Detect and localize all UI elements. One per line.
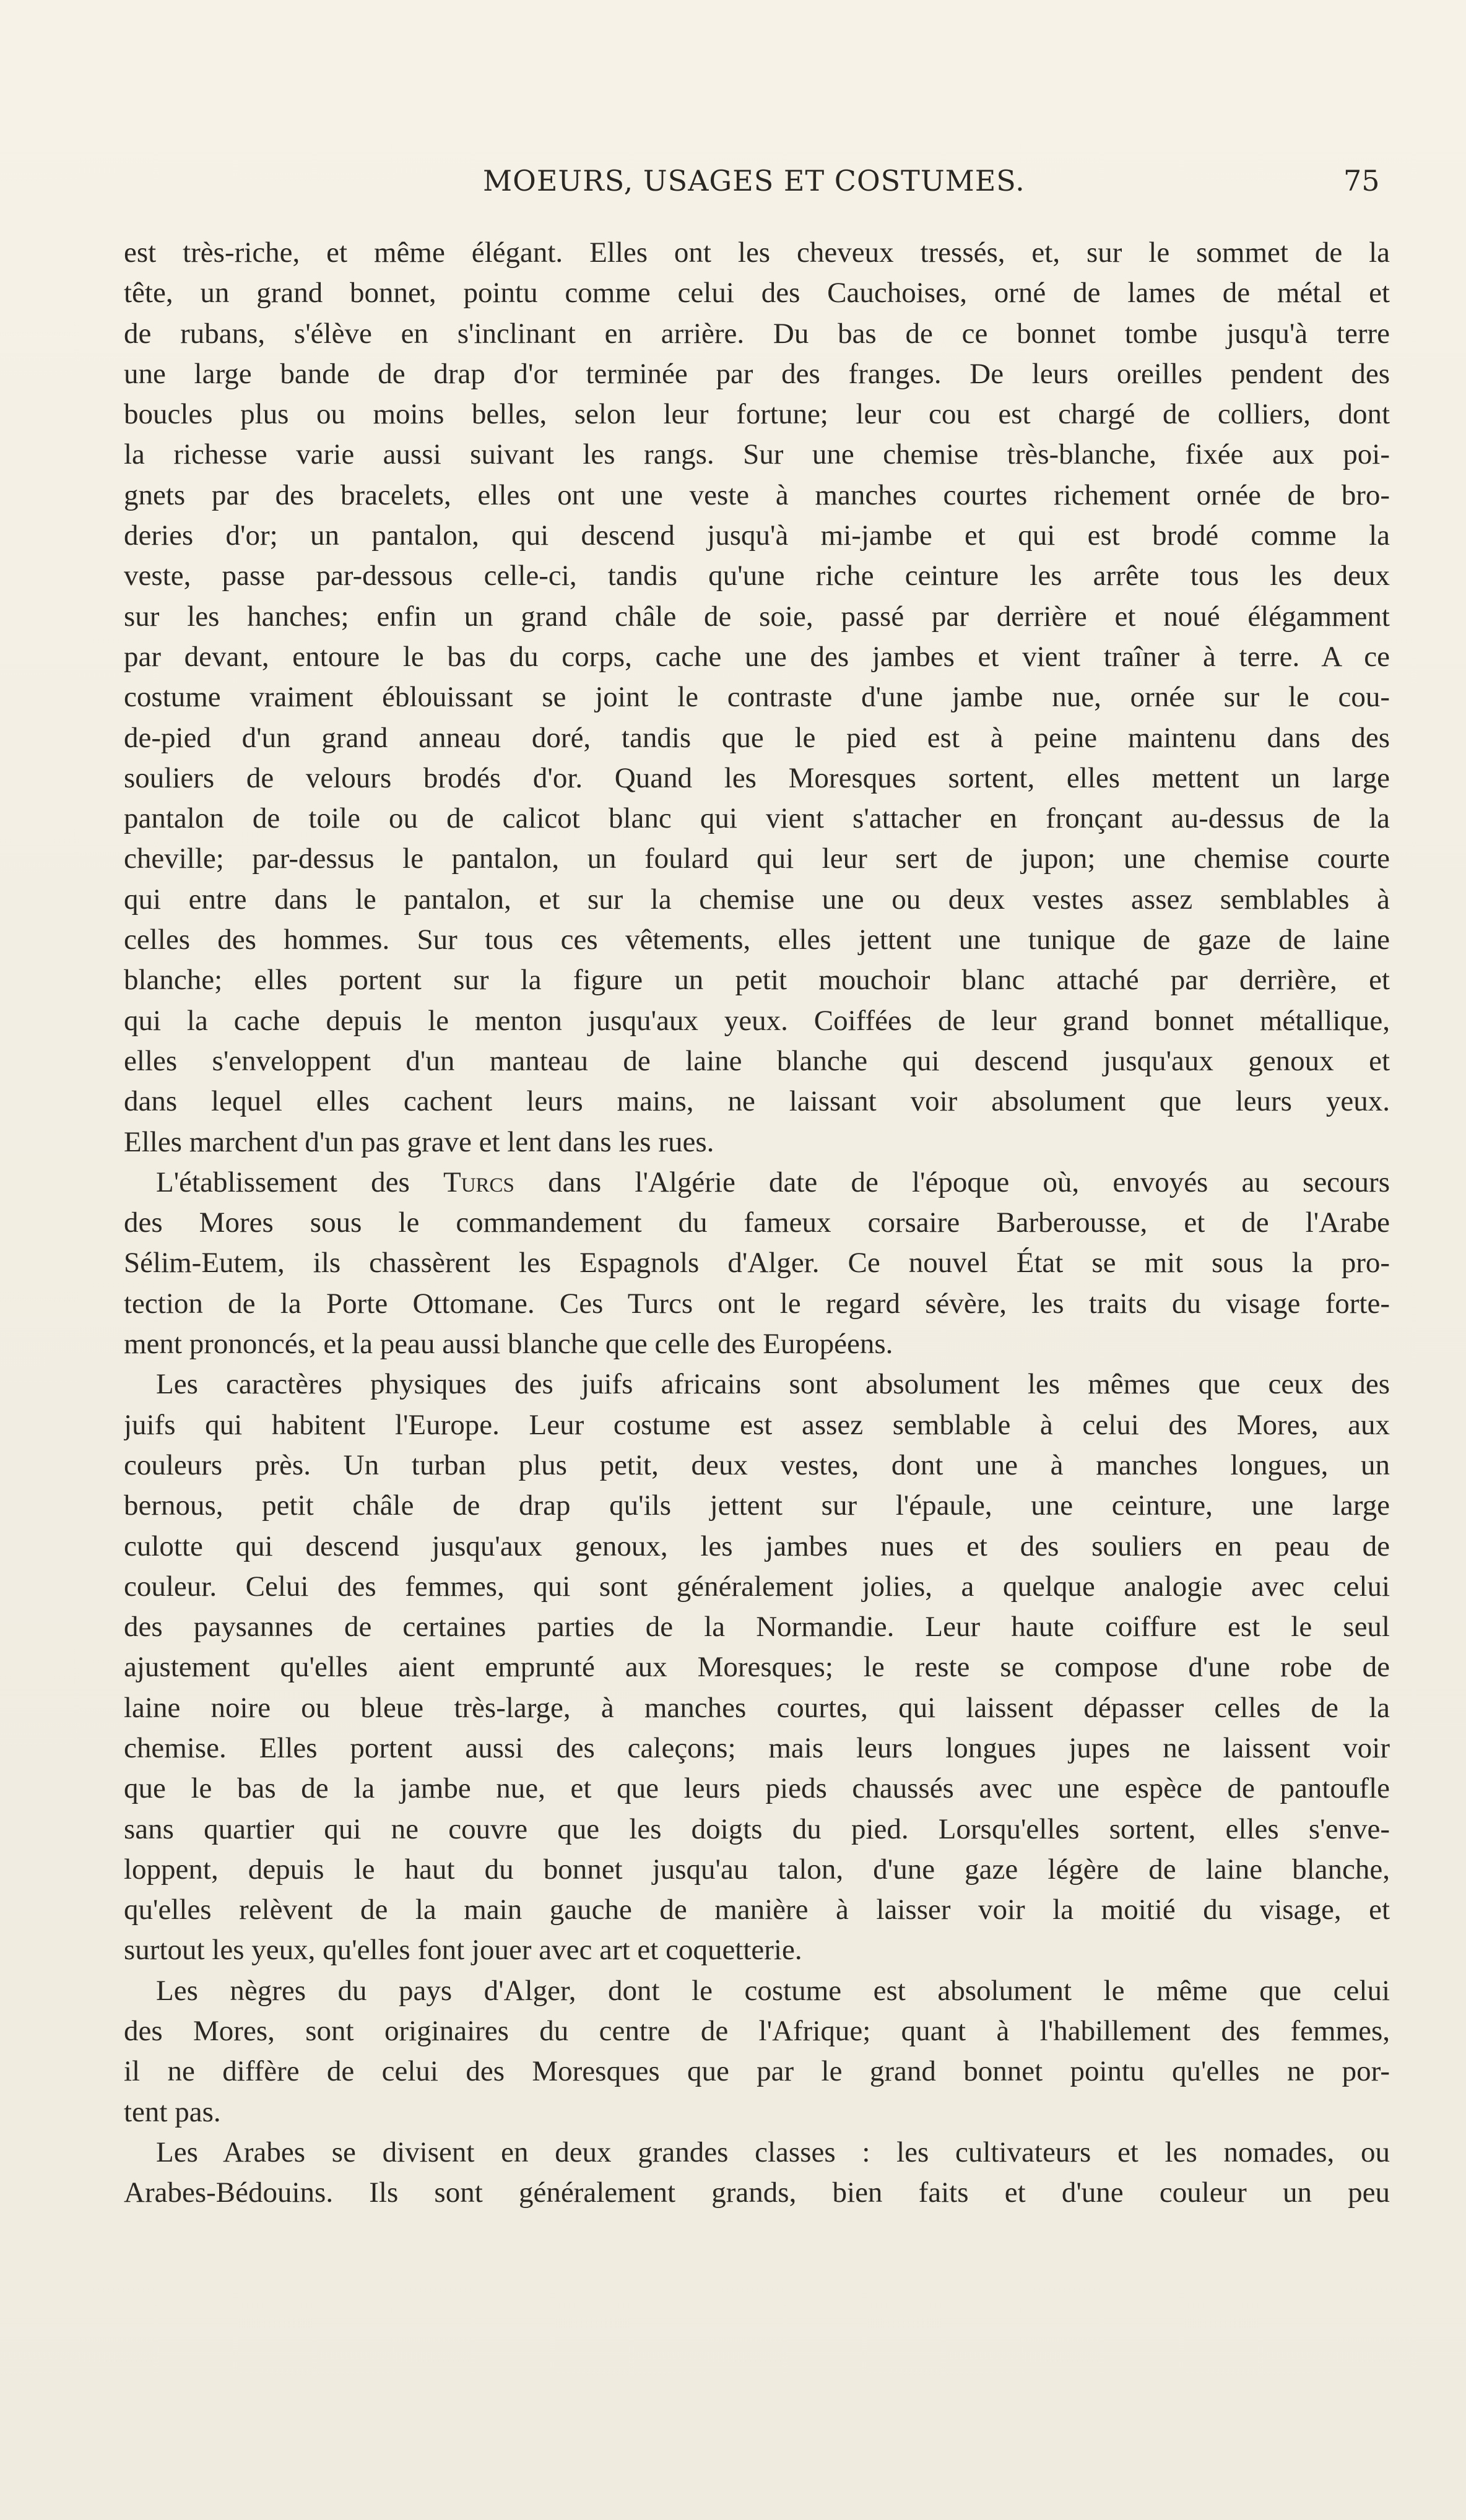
text-line: elles s'enveloppent d'un manteau de laine blanche qui descend jusqu'aux genoux et: [124, 1044, 1390, 1077]
text-line: sur les hanches; enfin un grand châle de soie, passé par derrière et noué élégamment: [124, 600, 1390, 633]
text-segment: L'établissement des: [156, 1166, 443, 1198]
text-segment: dans l'Algérie date de l'époque où, envoyés au secours: [514, 1166, 1390, 1198]
text-line: qui entre dans le pantalon, et sur la chemise une ou deux vestes assez semblables à: [124, 883, 1390, 916]
text-line: juifs qui habitent l'Europe. Leur costume est assez semblable à celui des Mores, aux: [124, 1408, 1390, 1441]
text-line: des Mores, sont originaires du centre de l'Afrique; quant à l'habillement des femmes,: [124, 2015, 1390, 2048]
text-line: veste, passe par-dessous celle-ci, tandis qu'une riche ceinture les arrête tous les deux: [124, 560, 1390, 592]
text-line: par devant, entoure le bas du corps, cache une des jambes et vient traîner à terre. A ce: [124, 640, 1390, 673]
text-line: de-pied d'un grand anneau doré, tandis que le pied est à peine maintenu dans des: [124, 721, 1390, 754]
text-line: des paysannes de certaines parties de la Normandie. Leur haute coiffure est le seul: [124, 1611, 1390, 1643]
text-line: ment prononcés, et la peau aussi blanche que celle des Européens.: [124, 1328, 893, 1361]
running-title: MOEURS, USAGES ET COSTUMES.: [483, 164, 1025, 197]
text-line: costume vraiment éblouissant se joint le contraste d'une jambe nue, ornée sur le cou-: [124, 681, 1390, 714]
text-line: bernous, petit châle de drap qu'ils jettent sur l'épaule, une ceinture, une large: [124, 1489, 1390, 1522]
text-line: Sélim-Eutem, ils chassèrent les Espagnols d'Alger. Ce nouvel État se mit sous la pro-: [124, 1247, 1390, 1279]
text-line: laine noire ou bleue très-large, à manches courtes, qui laissent dépasser celles de la: [124, 1691, 1390, 1724]
text-line: tent pas.: [124, 2095, 221, 2128]
text-line: couleurs près. Un turban plus petit, deux vestes, dont une à manches longues, un: [124, 1448, 1390, 1481]
text-line: de rubans, s'élève en s'inclinant en arrière. Du bas de ce bonnet tombe jusqu'à terre: [124, 317, 1390, 350]
text-line: Arabes-Bédouins. Ils sont généralement grands, bien faits et d'une couleur un peu: [124, 2176, 1390, 2209]
text-line: il ne diffère de celui des Moresques que par le grand bonnet pointu qu'elles ne por-: [124, 2055, 1390, 2088]
text-line: tête, un grand bonnet, pointu comme celui des Cauchoises, orné de lames de métal et: [124, 277, 1390, 310]
text-line: une large bande de drap d'or terminée par des franges. De leurs oreilles pendent des: [124, 357, 1390, 390]
text-line-mixed: [124, 1163, 1390, 1203]
text-line: des Mores sous le commandement du fameux corsaire Barberousse, et de l'Arabe: [124, 1206, 1390, 1239]
body-text: [124, 233, 1390, 2214]
small-caps-term: Turcs: [443, 1166, 514, 1198]
text-line: la richesse varie aussi suivant les rangs. Sur une chemise très-blanche, fixée aux poi-: [124, 438, 1390, 471]
text-line: blanche; elles portent sur la figure un petit mouchoir blanc attaché par derrière, et: [124, 964, 1390, 997]
text-line: Les nègres du pays d'Alger, dont le costume est absolument le même que celui: [156, 1974, 1390, 2007]
text-line: Les Arabes se divisent en deux grandes classes : les cultivateurs et les nomades, ou: [156, 2136, 1390, 2168]
text-line: qui la cache depuis le menton jusqu'aux yeux. Coiffées de leur grand bonnet métallique,: [124, 1004, 1390, 1037]
text-line: que le bas de la jambe nue, et que leurs pieds chaussés avec une espèce de pantoufle: [124, 1772, 1390, 1805]
text-line: boucles plus ou moins belles, selon leur fortune; leur cou est chargé de colliers, dont: [124, 398, 1390, 431]
text-line: Les caractères physiques des juifs africains sont absolument les mêmes que ceux des: [156, 1368, 1390, 1401]
text-line: surtout les yeux, qu'elles font jouer avec art et coquetterie.: [124, 1934, 802, 1967]
text-line: qu'elles relèvent de la main gauche de manière à laisser voir la moitié du visage, et: [124, 1894, 1390, 1926]
text-line: Elles marchent d'un pas grave et lent dans les rues.: [124, 1125, 714, 1158]
text-line: dans lequel elles cachent leurs mains, ne laissant voir absolument que leurs yeux.: [124, 1085, 1390, 1118]
text-line: pantalon de toile ou de calicot blanc qui vient s'attacher en fronçant au-dessus de la: [124, 802, 1390, 835]
text-line: cheville; par-dessus le pantalon, un foulard qui leur sert de jupon; une chemise courte: [124, 842, 1390, 875]
text-line: souliers de velours brodés d'or. Quand les Moresques sortent, elles mettent un large: [124, 761, 1390, 794]
text-line: ajustement qu'elles aient emprunté aux Moresques; le reste se compose d'une robe de: [124, 1651, 1390, 1684]
text-line: deries d'or; un pantalon, qui descend jusqu'à mi-jambe et qui est brodé comme la: [124, 519, 1390, 552]
text-line: est très-riche, et même élégant. Elles ont les cheveux tressés, et, sur le sommet de la: [124, 236, 1390, 269]
text-line: culotte qui descend jusqu'aux genoux, les jambes nues et des souliers en peau de: [124, 1530, 1390, 1562]
text-line: gnets par des bracelets, elles ont une veste à manches courtes richement ornée de bro-: [124, 478, 1390, 511]
text-line: chemise. Elles portent aussi des caleçons; mais leurs longues jupes ne laissent voir: [124, 1731, 1390, 1764]
text-line: loppent, depuis le haut du bonnet jusqu'au talon, d'une gaze légère de laine blanche,: [124, 1853, 1390, 1886]
text-line: couleur. Celui des femmes, qui sont généralement jolies, a quelque analogie avec celui: [124, 1570, 1390, 1603]
page-number: 75: [1343, 164, 1380, 197]
text-line: sans quartier qui ne couvre que les doigts du pied. Lorsqu'elles sortent, elles s'enve-: [124, 1812, 1390, 1845]
text-line: tection de la Porte Ottomane. Ces Turcs ont le regard sévère, les traits du visage forte-: [124, 1287, 1390, 1320]
text-line: celles des hommes. Sur tous ces vêtements, elles jettent une tunique de gaze de laine: [124, 924, 1390, 956]
